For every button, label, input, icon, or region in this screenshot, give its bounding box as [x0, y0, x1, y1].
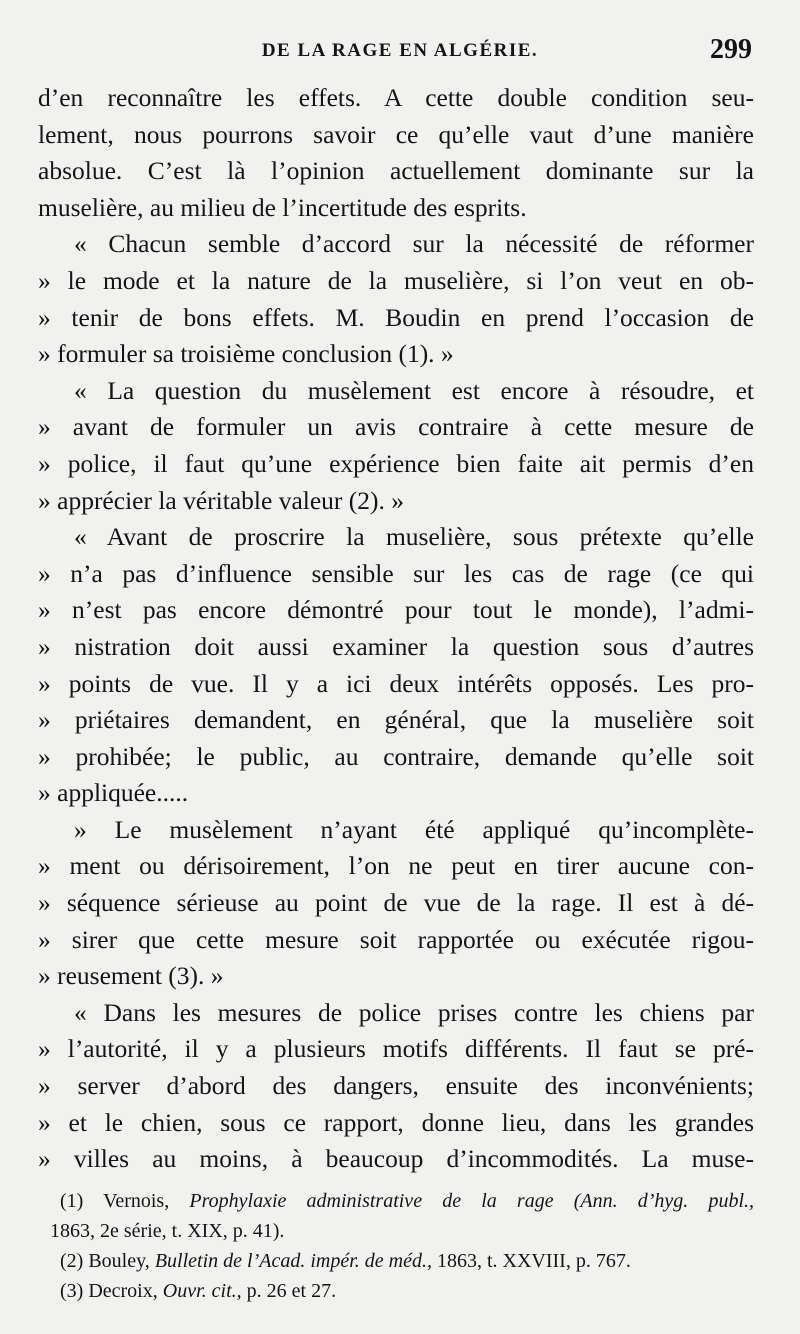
text-line: » tenir de bons effets. M. Boudin en prend l’occasion de: [38, 302, 754, 332]
footnotes: [50, 1186, 754, 1306]
text-line: « Avant de proscrire la muselière, sous prétexte qu’elle: [74, 522, 754, 552]
footnote-rest: 1863, t. XXVIII, p. 767.: [436, 1250, 631, 1272]
page-number: 299: [710, 34, 752, 65]
text-line: » nistration doit aussi examiner la question sous d’autres: [38, 631, 754, 661]
text-line: » points de vue. Il y a ici deux intérêts opposés. Les pro-: [38, 668, 754, 698]
footnote-title: Bulletin de l’Acad. impér. de méd.,: [154, 1250, 432, 1272]
text-line: » n’a pas d’influence sensible sur les cas de rage (ce qui: [38, 558, 754, 588]
text-line: » séquence sérieuse au point de vue de la rage. Il est à dé-: [38, 888, 754, 918]
text-line: » sirer que cette mesure soit rapportée ou exécutée rigou-: [38, 924, 754, 954]
text-line: » ment ou dérisoirement, l’on ne peut en tirer aucune con-: [38, 851, 754, 881]
footnote-title: Ouvr. cit.,: [162, 1280, 242, 1302]
text-line: » formuler sa troisième conclusion (1). »: [38, 339, 454, 369]
text-line: » villes au moins, à beaucoup d’incommodités. La muse-: [38, 1144, 754, 1174]
footnote-3: [50, 1276, 754, 1306]
text-line: » l’autorité, il y a plusieurs motifs différents. Il faut se pré-: [38, 1034, 754, 1064]
text-line: » prohibée; le public, au contraire, demande qu’elle soit: [38, 741, 754, 771]
footnote-marker: (2): [60, 1250, 84, 1272]
text-line: muselière, au milieu de l’incertitude des esprits.: [38, 192, 527, 222]
text-line: » Le musèlement n’ayant été appliqué qu’incomplète-: [74, 814, 754, 844]
text-line: « La question du musèlement est encore à résoudre, et: [74, 375, 754, 405]
footnote-author: Decroix,: [88, 1280, 158, 1302]
text-line: « Dans les mesures de police prises contre les chiens par: [74, 997, 754, 1027]
footnote-1-continuation: 1863, 2e série, t. XIX, p. 41).: [50, 1220, 285, 1242]
footnote-author: Vernois,: [103, 1190, 170, 1212]
footnote-title: Prophylaxie administrative de la rage: [189, 1190, 554, 1212]
text-line: d’en reconnaître les effets. A cette double condition seu-: [38, 83, 754, 112]
footnote-marker: (3): [60, 1280, 84, 1302]
text-line: « Chacun semble d’accord sur la nécessité de réformer: [74, 229, 754, 259]
text-line: » apprécier la véritable valeur (2). »: [38, 485, 405, 515]
running-head: DE LA RAGE EN ALGÉRIE.: [261, 40, 539, 61]
text-line: » police, il faut qu’une expérience bien faite ait permis d’en: [38, 448, 754, 478]
footnote-marker: (1): [60, 1190, 84, 1212]
footnote-author: Bouley,: [88, 1250, 150, 1272]
footnote-2: [50, 1246, 754, 1276]
text-line: absolue. C’est là l’opinion actuellement dominante sur la: [38, 156, 754, 186]
footnote-source: (Ann. d’hyg. publ.,: [573, 1190, 755, 1212]
text-line: » appliquée.....: [38, 778, 189, 808]
page-header: [40, 34, 760, 68]
text-line: lement, nous pourrons savoir ce qu’elle vaut d’une manière: [38, 119, 754, 149]
text-line: » reusement (3). »: [38, 961, 224, 991]
text-line: » le mode et la nature de la muselière, si l’on veut en ob-: [38, 265, 754, 295]
text-line: » server d’abord des dangers, ensuite des inconvénients;: [38, 1071, 754, 1101]
text-line: » avant de formuler un avis contraire à cette mesure de: [38, 412, 754, 442]
text-line: » et le chien, sous ce rapport, donne lieu, dans les grandes: [38, 1107, 754, 1137]
text-line: » priétaires demandent, en général, que la muselière soit: [38, 705, 754, 735]
text-line: » n’est pas encore démontré pour tout le monde), l’admi-: [38, 595, 754, 625]
footnote-1: [50, 1186, 754, 1216]
footnote-rest: p. 26 et 27.: [246, 1280, 337, 1302]
body-text: [38, 80, 754, 1178]
